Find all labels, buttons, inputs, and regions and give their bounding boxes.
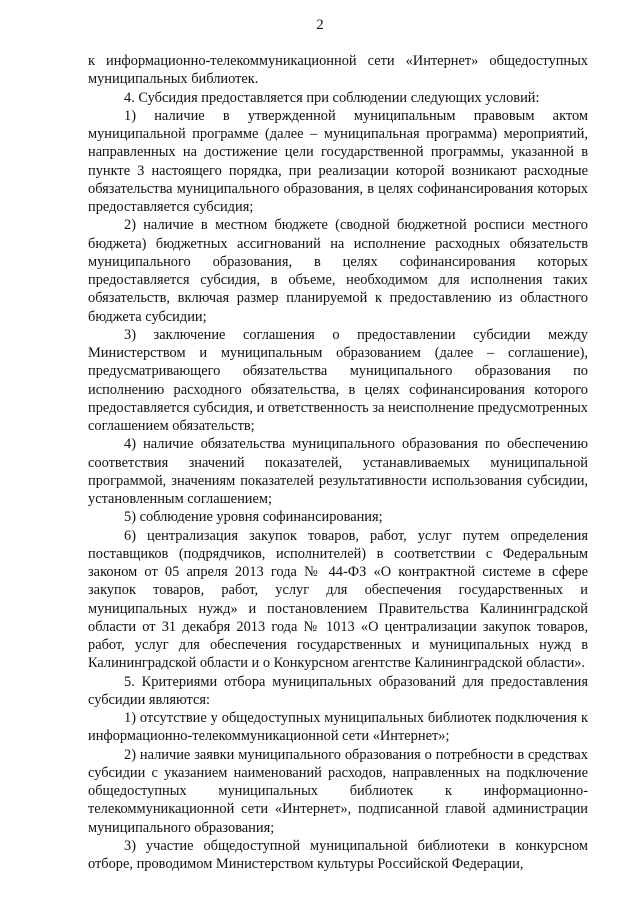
page-number: 2 [316,17,324,33]
paragraph-clause-5: 5. Критериями отбора муниципальных образований для предоставления субсидии являются: [88,673,588,708]
paragraph-clause-4-item-3: 3) заключение соглашения о предоставлении субсидии между Министерством и муниципальным образованием (далее – соглашение), предусматривающего обязательства муниципального образования по исполнению расходного обязательства, в целях софинансирования которого предоставляется субсидия, и ответственность за неисполнение предусмотренных соглашением обязательств; [88,326,588,434]
paragraph-clause-5-item-1: 1) отсутствие у общедоступных муниципальных библиотек подключения к информационно-телекоммуникационной сети «Интернет»; [88,710,588,745]
paragraph-clause-5-item-2: 2) наличие заявки муниципального образования о потребности в средствах субсидии с указанием наименований расходов, направленных на подключение общедоступных муниципальных библиотек к информационно-телекоммуникационной сети «Интернет», подписанной главой администрации муниципального образования; [88,746,588,836]
paragraph-clause-4-item-1: 1) наличие в утвержденной муниципальным правовым актом муниципальной программе (далее – муниципальная программа) мероприятий, направленных на достижение цели государственной программы, указанной в пункте 3 настоящего порядка, при реализации которой возникают расходные обязательства муниципального образования, в целях софинансирования которых предоставляется субсидия; [88,107,588,215]
paragraph-continuation: к информационно-телекоммуникационной сети «Интернет» общедоступных муниципальных библиотек. [88,53,588,88]
paragraph-clause-4-item-6: 6) централизация закупок товаров, работ, услуг путем определения поставщиков (подрядчиков, исполнителей) в соответствии с Федеральным законом от 05 апреля 2013 года № 44-ФЗ «О контрактной системе в сфере закупок товаров, работ, услуг для обеспечения государственных и муниципальных нужд» и постановлением Правительства Калининградской области от 31 декабря 2013 года № 1013 «О централизации закупок товаров, работ, услуг для обеспечения государственных и муниципальных нужд в Калининградской области и о Конкурсном агентстве Калининградской области». [88,527,588,672]
document-body [88,52,588,873]
paragraph-clause-5-item-3: 3) участие общедоступной муниципальной библиотеки в конкурсном отборе, проводимом Министерством культуры Российской Федерации, [88,837,588,872]
paragraph-clause-4-item-2: 2) наличие в местном бюджете (сводной бюджетной росписи местного бюджета) бюджетных ассигнований на исполнение расходных обязательств муниципального образования, в целях софинансирования которых предоставляется субсидия, в объеме, необходимом для исполнения таких обязательств, включая размер планируемой к предоставлению из областного бюджета субсидии; [88,217,588,325]
paragraph-clause-4-item-4: 4) наличие обязательства муниципального образования по обеспечению соответствия значений показателей, устанавливаемых муниципальной программой, значениям показателей результативности использования субсидии, установленным соглашением; [88,436,588,507]
paragraph-clause-4-item-5: 5) соблюдение уровня софинансирования; [124,509,383,526]
paragraph-clause-4: 4. Субсидия предоставляется при соблюдении следующих условий: [124,89,540,106]
